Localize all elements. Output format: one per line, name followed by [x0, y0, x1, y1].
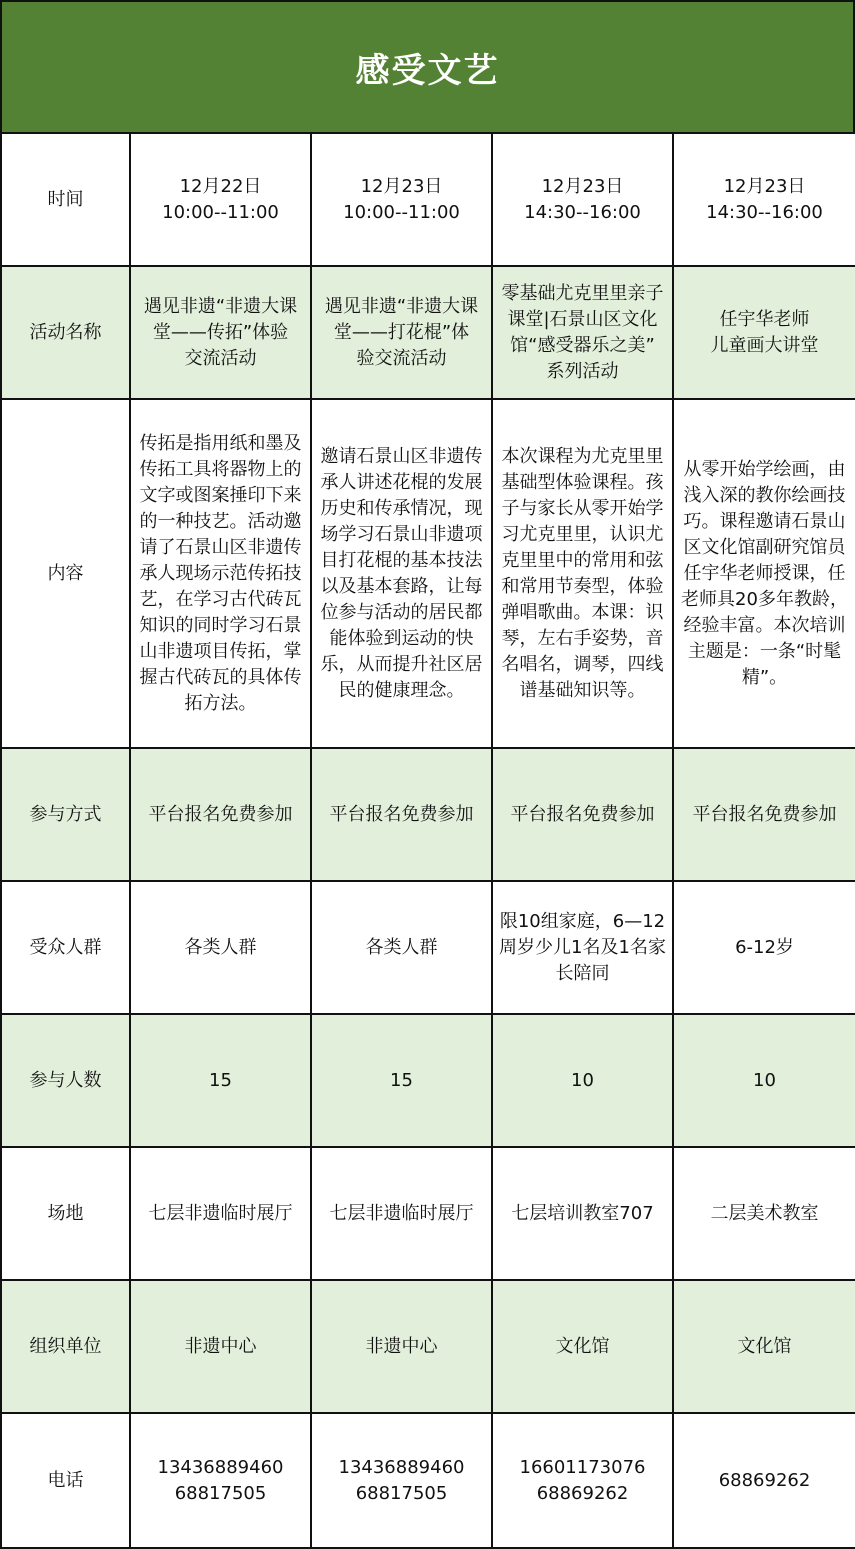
cell-activity-3: [492, 1014, 673, 1147]
cell-activity-3: [492, 266, 673, 399]
cell-text-line: 13436889460: [338, 1456, 465, 1478]
row-organizer: [1, 1280, 855, 1413]
cell-text-line: 平台报名免费参加: [329, 803, 474, 825]
cell-activity-2: [311, 881, 492, 1014]
row-participation-method: [1, 748, 855, 881]
cell-activity-2: [311, 266, 492, 399]
cell-text-line: 弹唱歌曲。本课：识: [501, 601, 664, 623]
cell-text-line: 文字或图案捶印下来: [139, 484, 302, 506]
cell-text-line: 精”。: [741, 666, 788, 688]
cell-text-line: 12月23日: [360, 175, 443, 197]
cell-text-line: 12月23日: [541, 175, 624, 197]
cell-activity-4: [673, 748, 855, 881]
cell-text-line: 平台报名免费参加: [510, 803, 655, 825]
cell-text-line: 各类人群: [184, 936, 257, 958]
row-label: 组织单位: [1, 1280, 130, 1413]
cell-text-line: 15: [390, 1069, 413, 1091]
cell-text-line: 14:30--16:00: [524, 201, 641, 223]
cell-text-line: 本次课程为尤克里里: [501, 445, 664, 467]
cell-text-line: 基础型体验课程。孩: [501, 471, 664, 493]
cell-activity-1: [130, 266, 311, 399]
cell-text-line: 历史和传承情况，现: [320, 497, 483, 519]
cell-text-line: 限10组家庭，6—12: [499, 910, 666, 932]
cell-text-line: 山非遗项目传拓，掌: [139, 640, 302, 662]
cell-text-line: 15: [209, 1069, 232, 1091]
cell-activity-1: [130, 399, 311, 748]
cell-text-line: 克里里中的常用和弦: [501, 549, 664, 571]
cell-text-line: 传拓是指用纸和墨及: [139, 432, 302, 454]
cell-text-line: 13436889460: [157, 1456, 284, 1478]
cell-text-line: 68869262: [718, 1469, 811, 1491]
cell-text-line: 名唱名，调琴，四线: [501, 653, 664, 675]
cell-text-line: 非遗中心: [184, 1335, 257, 1357]
cell-activity-4: [673, 1413, 855, 1548]
cell-text-line: 二层美术教室: [710, 1202, 819, 1224]
cell-text-line: 传拓工具将器物上的: [139, 458, 302, 480]
cell-text-line: 邀请石景山区非遗传: [320, 445, 483, 467]
cell-activity-4: [673, 1147, 855, 1280]
cell-text-line: 遇见非遗“非遗大课: [143, 295, 298, 317]
row-content: [1, 399, 855, 748]
cell-text-line: 浅入深的教你绘画技: [683, 484, 846, 506]
cell-text-line: 目打花棍的基本技法: [320, 549, 483, 571]
cell-text-line: 子与家长从零开始学: [501, 497, 664, 519]
cell-text-line: 握古代砖瓦的具体传: [139, 666, 302, 688]
cell-text-line: 琴，左右手姿势，音: [501, 627, 664, 649]
cell-activity-2: [311, 1147, 492, 1280]
cell-text-line: 位参与活动的居民都: [320, 601, 483, 623]
cell-activity-1: [130, 133, 311, 266]
cell-text-line: 10: [571, 1069, 594, 1091]
cell-text-line: 课堂|石景山区文化: [507, 308, 658, 330]
cell-activity-2: [311, 399, 492, 748]
cell-activity-4: [673, 266, 855, 399]
cell-activity-1: [130, 881, 311, 1014]
cell-text-line: 平台报名免费参加: [692, 803, 837, 825]
row-label: 电话: [1, 1413, 130, 1548]
cell-text-line: 遇见非遗“非遗大课: [324, 295, 479, 317]
cell-text-line: 场学习石景山非遗项: [320, 523, 483, 545]
cell-text-line: 68817505: [355, 1482, 448, 1504]
cell-text-line: 承人现场示范传拓技: [139, 562, 302, 584]
cell-activity-3: [492, 399, 673, 748]
cell-text-line: 谱基础知识等。: [519, 679, 646, 701]
cell-text-line: 系列活动: [546, 360, 619, 382]
cell-text-line: 习尤克里里，认识尤: [501, 523, 664, 545]
cell-activity-2: [311, 1413, 492, 1548]
cell-text-line: 区文化馆副研究馆员: [683, 536, 846, 558]
cell-activity-4: [673, 133, 855, 266]
row-label: 参与方式: [1, 748, 130, 881]
cell-text-line: 交流活动: [184, 347, 257, 369]
cell-text-line: 6-12岁: [735, 936, 794, 958]
cell-text-line: 民的健康理念。: [338, 679, 465, 701]
cell-text-line: 12月23日: [723, 175, 806, 197]
cell-text-line: 的一种技艺。活动邀: [139, 510, 302, 532]
cell-text-line: 承人讲述花棍的发展: [320, 471, 483, 493]
cell-text-line: 68817505: [174, 1482, 267, 1504]
row-phone: [1, 1413, 855, 1548]
cell-activity-4: [673, 399, 855, 748]
cell-text-line: 零基础尤克里里亲子: [501, 282, 664, 304]
cell-text-line: 长陪同: [555, 962, 610, 984]
row-label: 受众人群: [1, 881, 130, 1014]
cell-text-line: 经验丰富。本次培训: [683, 614, 846, 636]
cell-text-line: 和常用节奏型，体验: [501, 575, 664, 597]
cell-activity-4: [673, 1280, 855, 1413]
cell-activity-4: [673, 1014, 855, 1147]
cell-text-line: 以及基本套路，让每: [320, 575, 483, 597]
cell-text-line: 10:00--11:00: [343, 201, 460, 223]
row-activity-name: [1, 266, 855, 399]
row-participant-count: [1, 1014, 855, 1147]
cell-activity-2: [311, 748, 492, 881]
cell-text-line: 16601173076: [519, 1456, 646, 1478]
cell-text-line: 儿童画大讲堂: [710, 334, 819, 356]
row-label: 时间: [1, 133, 130, 266]
cell-text-line: 验交流活动: [356, 347, 447, 369]
cell-text-line: 68869262: [536, 1482, 629, 1504]
cell-text-line: 任宇华老师授课，任: [683, 562, 846, 584]
cell-text-line: 七层非遗临时展厅: [148, 1202, 293, 1224]
cell-text-line: 堂——打花棍”体: [333, 321, 470, 343]
cell-text-line: 七层非遗临时展厅: [329, 1202, 474, 1224]
schedule-table: [0, 132, 855, 1549]
cell-text-line: 馆“感受器乐之美”: [510, 334, 655, 356]
cell-text-line: 各类人群: [365, 936, 438, 958]
cell-text-line: 堂——传拓”体验: [152, 321, 289, 343]
cell-activity-3: [492, 1280, 673, 1413]
cell-text-line: 老师具20多年教龄，: [681, 588, 848, 610]
cell-text-line: 七层培训教室707: [511, 1202, 654, 1224]
cell-text-line: 14:30--16:00: [706, 201, 823, 223]
row-audience: [1, 881, 855, 1014]
title-bar: [0, 0, 855, 134]
cell-text-line: 文化馆: [555, 1335, 610, 1357]
cell-activity-3: [492, 1147, 673, 1280]
cell-text-line: 乐，从而提升社区居: [320, 653, 483, 675]
cell-activity-2: [311, 1280, 492, 1413]
cell-text-line: 文化馆: [737, 1335, 792, 1357]
cell-activity-3: [492, 748, 673, 881]
cell-text-line: 10: [753, 1069, 776, 1091]
cell-text-line: 巧。课程邀请石景山: [683, 510, 846, 532]
cell-activity-1: [130, 748, 311, 881]
cell-text-line: 艺，在学习古代砖瓦: [139, 588, 302, 610]
cell-text-line: 非遗中心: [365, 1335, 438, 1357]
cell-activity-2: [311, 133, 492, 266]
cell-activity-2: [311, 1014, 492, 1147]
row-label: 场地: [1, 1147, 130, 1280]
cell-text-line: 周岁少儿1名及1名家: [499, 936, 666, 958]
cell-text-line: 拓方法。: [184, 692, 257, 714]
row-time: [1, 133, 855, 266]
cell-activity-1: [130, 1147, 311, 1280]
cell-text-line: 平台报名免费参加: [148, 803, 293, 825]
cell-activity-3: [492, 881, 673, 1014]
cell-activity-1: [130, 1014, 311, 1147]
row-label: 活动名称: [1, 266, 130, 399]
cell-activity-3: [492, 1413, 673, 1548]
cell-text-line: 从零开始学绘画，由: [683, 458, 846, 480]
cell-text-line: 12月22日: [179, 175, 262, 197]
cell-text-line: 主题是：一条“时髦: [687, 640, 842, 662]
row-label: 内容: [1, 399, 130, 748]
cell-activity-4: [673, 881, 855, 1014]
cell-text-line: 知识的同时学习石景: [139, 614, 302, 636]
cell-text-line: 能体验到运动的快: [329, 627, 474, 649]
row-venue: [1, 1147, 855, 1280]
cell-activity-1: [130, 1280, 311, 1413]
cell-activity-3: [492, 133, 673, 266]
cell-text-line: 任宇华老师: [719, 308, 810, 330]
cell-activity-1: [130, 1413, 311, 1548]
page-title: 感受文艺: [355, 50, 500, 91]
cell-text-line: 请了石景山区非遗传: [139, 536, 302, 558]
row-label: 参与人数: [1, 1014, 130, 1147]
cell-text-line: 10:00--11:00: [162, 201, 279, 223]
